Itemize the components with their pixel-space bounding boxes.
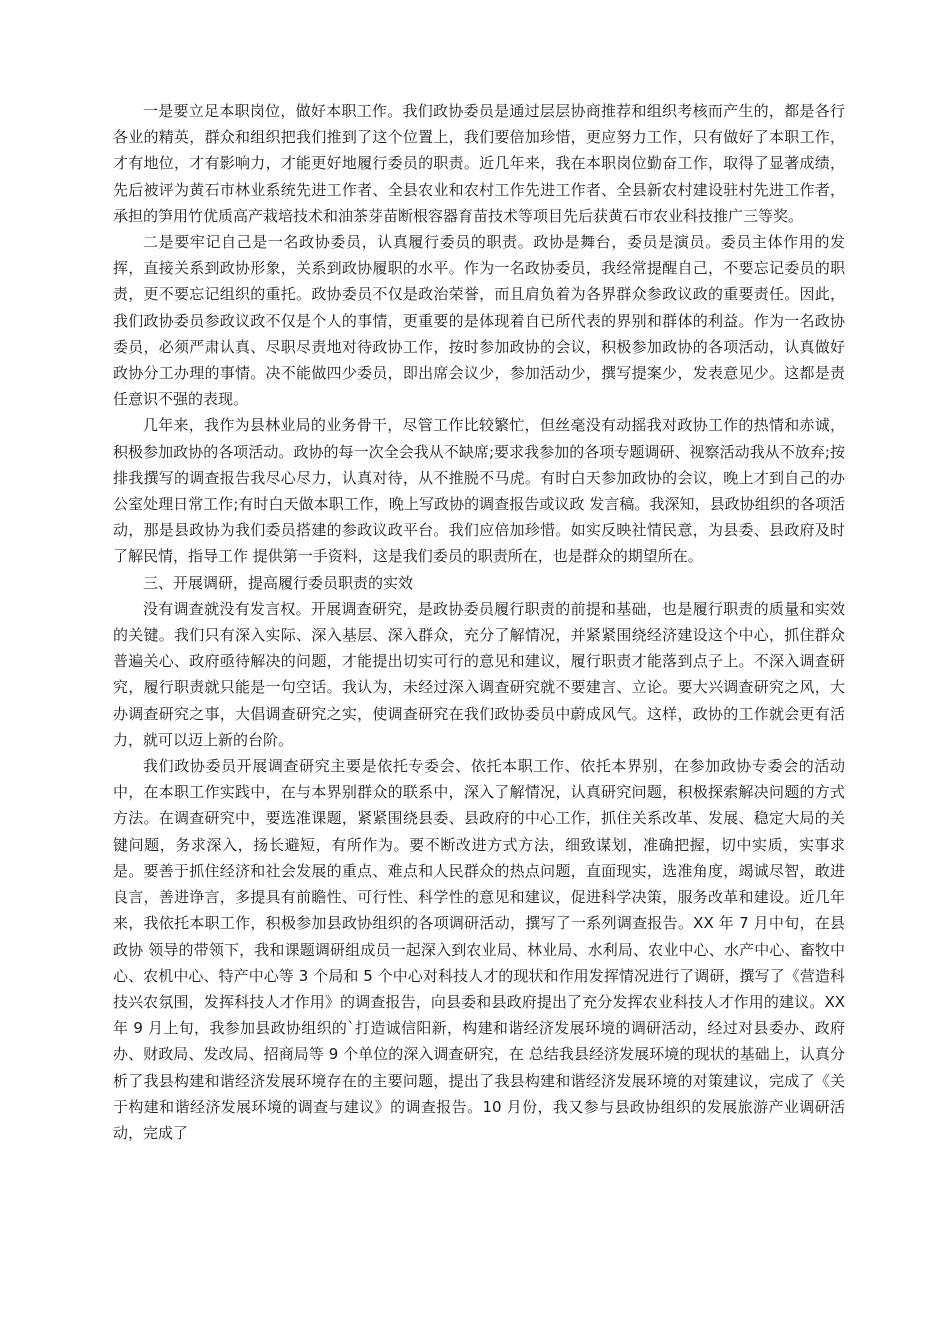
paragraph-duty-post: 一是要立足本职岗位，做好本职工作。我们政协委员是通过层层协商推荐和组织考核而产生的，都是各行各业的精英，群众和组织把我们推到了这个位置上，我们要倍加珍惜，更应努力工作，只有做好了本职工作，才有地位，才有影响力，才能更好地履行委员的职责。近几年来，我在本职岗位勤奋工作，取得了显著成绩，先后被评为黄石市林业系统先进工作者、全县农业和农村工作先进工作者、全县新农村建设驻村先进工作者，承担的笋用竹优质高产栽培技术和油茶芽苗断根容器育苗技术等项目先后获黄石市农业科技推广三等奖。 [113,102,845,225]
document-body [113,98,845,1146]
paragraph-research-importance: 没有调查就没有发言权。开展调查研究，是政协委员履行职责的前提和基础，也是履行职责的质量和实效的关键。我们只有深入实际、深入基层、深入群众，充分了解情况，并紧紧围绕经济建设这个中心，抓住群众普遍关心、政府亟待解决的问题，才能提出切实可行的意见和建议，履行职责才能落到点子上。不深入调查研究，履行职责就只能是一句空话。我认为，未经过深入调查研究就不要建言、立论。要大兴调查研究之风，大办调查研究之事，大倡调查研究之实，使调查研究在我们政协委员中蔚成风气。这样，政协的工作就会更有活力，就可以迈上新的台阶。 [113,599,845,749]
paragraph-years-work: 几年来，我作为县林业局的业务骨干，尽管工作比较繁忙，但丝毫没有动摇我对政协工作的热情和赤诚，积极参加政协的各项活动。政协的每一次全会我从不缺席;要求我参加的各项专题调研、视察活动我从不放弃;按排我撰写的调查报告我尽心尽力，认真对待，从不推脱不马虎。有时白天参加政协的会议，晚上才到自己的办公室处理日常工作;有时白天做本职工作，晚上写政协的调查报告或议政 发言稿。我深知，县政协组织的各项活动，那是县政协为我们委员搭建的参政议政平台。我们应倍加珍惜。如实反映社情民意，为县委、县政府及时了解民情，指导工作 提供第一手资料，这是我们委员的职责所在，也是群众的期望所在。 [113,416,845,566]
paragraph-research-methods: 我们政协委员开展调查研究主要是依托专委会、依托本职工作、依托本界别，在参加政协专委会的活动中，在本职工作实践中，在与本界别群众的联系中，深入了解情况，认真研究问题，积极探索解决问题的方式方法。在调查研究中，要选准课题，紧紧围绕县委、县政府的中心工作，抓住关系改革、发展、稳定大局的关键问题，务求深入，扬长避短，有所作为。要不断改进方式方法，细致谋划，准确把握，切中实质，实事求是。要善于抓住经济和社会发展的重点、难点和人民群众的热点问题，直面现实，选准角度，竭诚尽智，敢进良言，善进诤言，多提具有前瞻性、可行性、科学性的意见和建议，促进科学决策，服务改革和建设。近几年来，我依托本职工作，积极参加县政协组织的各项调研活动，撰写了一系列调查报告。XX 年 7 月中旬，在县政协 领导的带领下，我和课题调研组成员一起深入到农业局、林业局、水利局、农业中心、水产中心、畜牧中心、农机中心、特产中心等 3 个局和 5 个中心对科技人才的现状和作用发挥情况进行了调研，撰写了《营造科技兴农氛围，发挥科技人才作用》的调查报告，向县委和县政府提出了充分发挥农业科技人才作用的建议。XX 年 9 月上旬，我参加县政协组织的`打造诚信阳新，构建和谐经济发展环境的调研活动，经过对县委办、政府办、财政局、发改局、招商局等 9 个单位的深入调查研究，在 总结我县经济发展环境的现状的基础上，认真分析了我县构建和谐经济发展环境存在的主要问题，提出了我县构建和谐经济发展环境的对策建议，完成了《关于构建和谐经济发展环境的调查与建议》的调查报告。10 月份，我又参与县政协组织的发展旅游产业调研活动，完成了 [113,757,845,1142]
paragraph-duty-member: 二是要牢记自己是一名政协委员，认真履行委员的职责。政协是舞台，委员是演员。委员主体作用的发挥，直接关系到政协形象，关系到政协履职的水平。作为一名政协委员，我经常提醒自己，不要忘记委员的职责，更不要忘记组织的重托。政协委员不仅是政治荣誉，而且肩负着为各界群众参政议政的重要责任。因此，我们政协委员参政议政不仅是个人的事情，更重要的是体现着自已所代表的界别和群体的利益。作为一名政协委员，必须严肃认真、尽职尽责地对待政协工作，按时参加政协的会议，积极参加政协的各项活动，认真做好政协分工办理的事情。决不能做四少委员，即出席会议少，参加活动少，撰写提案少，发表意见少。这都是责任意识不强的表现。 [113,233,845,409]
section-heading-research: 三、开展调研，提高履行委员职责的实效 [143,573,414,592]
